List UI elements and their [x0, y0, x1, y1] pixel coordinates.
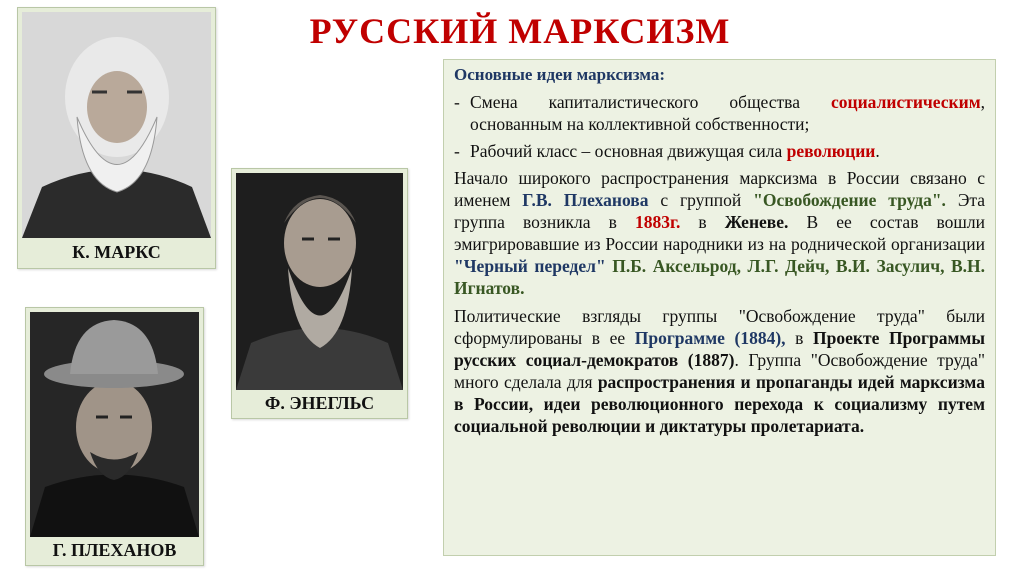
paragraph-text: в [680, 212, 725, 232]
portrait-card-marx [17, 7, 216, 269]
paragraph-program [454, 305, 985, 437]
paragraph-text: в [785, 328, 814, 348]
paragraph-origins [454, 167, 985, 299]
portrait-card-plekhanov [25, 307, 204, 566]
founding-year: 1883г. [634, 212, 681, 232]
bullet-highlight: революции [786, 141, 876, 161]
bullet-text: Смена капиталистического общества [470, 92, 831, 112]
ideas-heading: Основные идеи марксизма: [454, 65, 666, 84]
paragraph-text: Политические взгляды группы "Освобождение труда" были сформулированы в ее [454, 306, 985, 348]
project-text: Проекте Программы русских социал-демократов (1887) [454, 328, 985, 370]
program-text: Программе (1884), [634, 328, 786, 348]
paragraph-text: Начало широкого распространения марксизма в России связано с именем [454, 168, 985, 210]
paragraph-text: В ее состав вошли эмигрировавшие из России народники из на роднической организации [454, 212, 985, 254]
members-list: П.Б. Аксельрод, Л.Г. Дейч, В.И. Засулич, В.Н. Игнатов. [454, 256, 986, 298]
marx-photo [22, 12, 211, 238]
group-name: "Освобождение труда". [753, 190, 946, 210]
bullet-dash: - [454, 92, 460, 112]
bullet-highlight: социалистическим [830, 92, 981, 112]
bullet-dash: - [454, 141, 460, 161]
plekhanov-caption: Г. ПЛЕХАНОВ [52, 540, 177, 560]
org-name: "Черный передел" [454, 256, 606, 276]
content-box [443, 59, 996, 556]
portrait-card-engels [231, 168, 408, 419]
bullet-socialism [454, 91, 985, 135]
plekhanov-name: Г.В. Плеханова [522, 190, 649, 210]
bullet-text: , основанным на коллективной собственности; [470, 92, 985, 134]
engels-caption: Ф. ЭНЕГЛЬС [264, 393, 375, 413]
conclusion-text: распространения и пропаганды идей марксизма в России, идеи революционного перехода к социализму путем социальной революции и диктатуры пролетариата. [454, 372, 985, 436]
bullet-working-class [454, 140, 985, 162]
plekhanov-photo [30, 312, 199, 537]
marx-caption: К. МАРКС [72, 242, 161, 262]
geneva-text: Женеве. [724, 212, 789, 232]
engels-photo [236, 173, 403, 390]
slide-title: РУССКИЙ МАРКСИЗМ [309, 11, 731, 51]
paragraph-text: с группой [648, 190, 754, 210]
bullet-text: Рабочий класс – основная движущая сила [470, 141, 787, 161]
paragraph-text: . Группа "Освобождение труда" много сделала для [454, 350, 986, 392]
bullet-text: . [875, 141, 880, 161]
paragraph-text: Эта группа возникла в [454, 190, 985, 232]
